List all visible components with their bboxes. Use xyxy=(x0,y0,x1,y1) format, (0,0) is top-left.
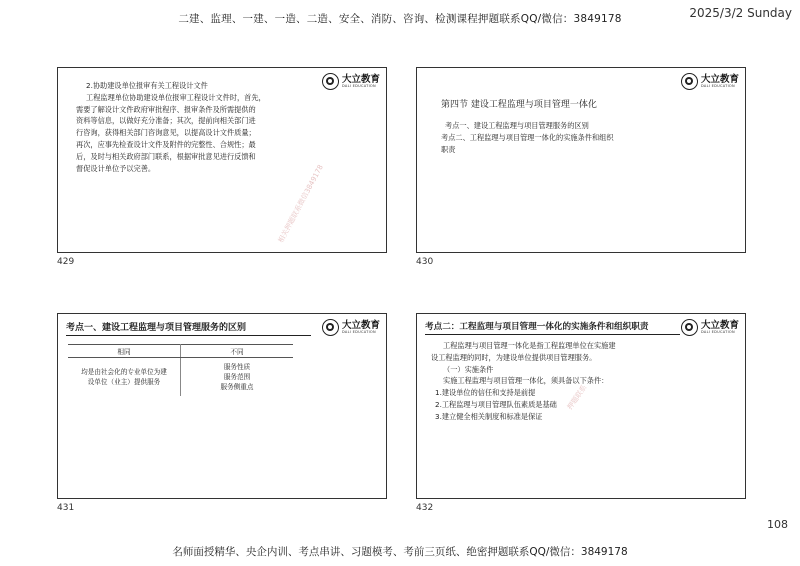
slide-text-line: 设工程监理的同时，为建设单位提供项目管理服务。 xyxy=(431,352,597,362)
slide-text xyxy=(431,340,691,423)
point-item: 职责 xyxy=(441,144,456,154)
slide-title: 考点一、建设工程监理与项目管理服务的区别 xyxy=(66,320,311,336)
logo xyxy=(681,319,739,336)
slide-number: 432 xyxy=(416,503,434,513)
logo-subtext: DALI EDUCATION xyxy=(341,84,376,88)
comparison-table xyxy=(68,344,293,396)
slide-text-line: 工程监理单位协助建设单位报审工程设计文件时，首先， xyxy=(86,92,266,102)
watermark: 相关押题联系微信3849178 xyxy=(276,163,325,245)
slide-text-line: 需要了解设计文件政府审批程序、报审条件及所需提供的 xyxy=(76,104,256,114)
point-item: 考点二、工程监理与项目管理一体化的实施条件和组织 xyxy=(441,132,614,142)
cell-line: 设单位（业主）提供服务 xyxy=(87,378,161,386)
table-row xyxy=(68,358,293,397)
slide-number: 429 xyxy=(57,257,75,267)
logo-icon xyxy=(322,319,339,336)
logo xyxy=(322,73,380,90)
logo-icon xyxy=(681,319,698,336)
slide-text-line: 后，及时与相关政府部门联系，根据审批意见进行反馈和 xyxy=(76,151,256,161)
slide-title: 考点二：工程监理与项目管理一体化的实施条件和组织职责 xyxy=(425,320,680,335)
logo-subtext: DALI EDUCATION xyxy=(700,84,735,88)
table-cell-same xyxy=(68,358,181,397)
table-cell-different xyxy=(181,358,294,397)
logo-text: 大立教育 xyxy=(341,73,380,85)
slide-text-line: 资料等信息，以做好充分准备；其次，提前向相关部门进 xyxy=(76,116,256,126)
slide-431 xyxy=(57,313,387,499)
cell-line: 服务侧重点 xyxy=(220,383,254,391)
slide-text-line: （一）实施条件 xyxy=(443,364,494,374)
watermark: 押题联系 xyxy=(565,383,589,412)
point-list xyxy=(441,120,681,155)
slide-text-line: 2.协助建设单位报审有关工程设计文件 xyxy=(86,81,208,90)
slide-text-line: 实施工程监理与项目管理一体化，须具备以下条件： xyxy=(443,376,609,386)
logo xyxy=(322,319,380,336)
logo-subtext: DALI EDUCATION xyxy=(700,330,735,334)
logo xyxy=(681,73,739,90)
page-number: 108 xyxy=(767,518,788,531)
header-date: 2025/3/2 Sunday xyxy=(689,6,792,20)
cell-line: 服务范围 xyxy=(223,373,251,381)
slide-text-line: 3.建立健全相关制度和标准是保证 xyxy=(435,411,543,421)
slide-text xyxy=(76,80,321,174)
slide-430 xyxy=(416,67,746,253)
logo-text: 大立教育 xyxy=(700,73,739,85)
section-title: 第四节 建设工程监理与项目管理一体化 xyxy=(441,100,597,110)
slide-432 xyxy=(416,313,746,499)
logo-text: 大立教育 xyxy=(700,319,739,331)
slide-text-line: 2.工程监理与项目管理队伍素质是基础 xyxy=(435,399,557,409)
logo-icon xyxy=(681,73,698,90)
slide-text-line: 再次，应事先检查设计文件及附件的完整性、合规性；最 xyxy=(76,139,256,149)
cell-line: 均是由社会化的专业单位为建 xyxy=(81,368,167,376)
table-header-different: 不同 xyxy=(181,345,294,358)
header-banner: 二建、监理、一建、一造、二造、安全、消防、咨询、检测课程押题联系QQ/微信：3849178 xyxy=(178,13,622,25)
slide-number: 430 xyxy=(416,257,434,267)
slide-text-line: 督促设计单位予以完善。 xyxy=(76,163,156,173)
logo-subtext: DALI EDUCATION xyxy=(341,330,376,334)
slide-number: 431 xyxy=(57,503,75,513)
slide-text-line: 1.建设单位的信任和支持是前提 xyxy=(435,388,536,398)
point-item: 考点一、建设工程监理与项目管理服务的区别 xyxy=(445,121,589,130)
slide-text-line: 工程监理与项目管理一体化是指工程监理单位在实施建 xyxy=(443,341,616,350)
logo-text: 大立教育 xyxy=(341,319,380,331)
logo-icon xyxy=(322,73,339,90)
footer-banner: 名师面授精华、央企内训、考点串讲、习题模考、考前三页纸、绝密押题联系QQ/微信：3849178 xyxy=(172,546,628,558)
table-header-same: 相同 xyxy=(68,345,181,358)
cell-line: 服务性质 xyxy=(223,363,251,371)
slide-text-line: 行咨询，获得相关部门咨询意见，以提高设计文件质量； xyxy=(76,128,256,138)
slide-429 xyxy=(57,67,387,253)
